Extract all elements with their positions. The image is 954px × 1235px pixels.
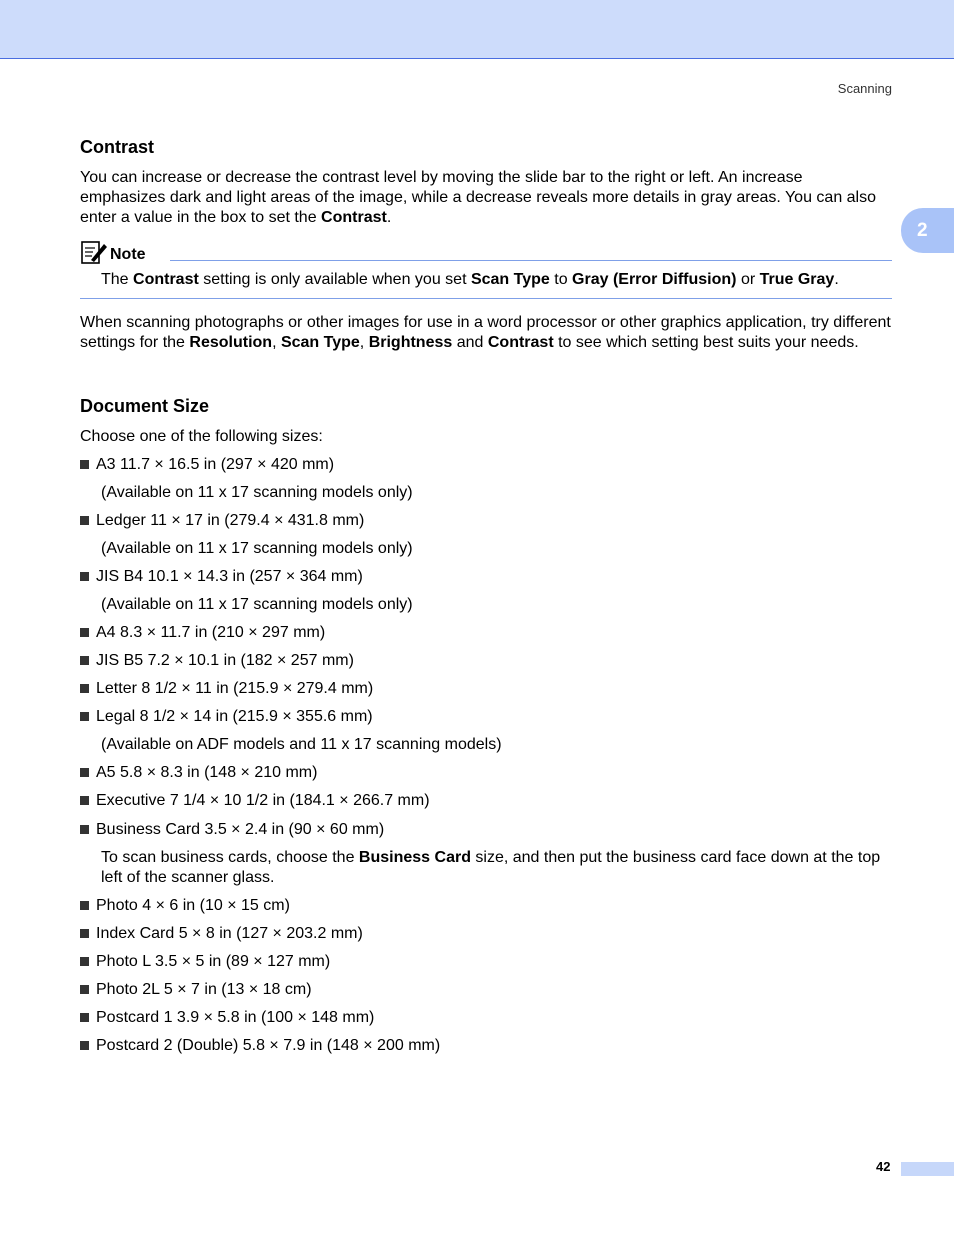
contrast-heading: Contrast [80, 137, 155, 157]
bullet-icon [80, 684, 89, 693]
note-pencil-icon [81, 240, 108, 265]
contrast-tip-paragraph: When scanning photographs or other images for use in a word processor or other graphics application, try different settings for the Resolution, Scan Type, Brightness and Contrast to see which setting best suits your needs. [80, 314, 891, 351]
chapter-number: 2 [917, 219, 928, 241]
bullet-icon [80, 628, 89, 637]
page-number: 42 [876, 1159, 891, 1174]
note-divider-bottom [80, 298, 892, 299]
bullet-icon [80, 796, 89, 805]
bullet-icon [80, 768, 89, 777]
bullet-icon [80, 901, 89, 910]
list-item: A4 8.3 × 11.7 in (210 × 297 mm) [75, 623, 887, 643]
list-item: Business Card 3.5 × 2.4 in (90 × 60 mm) [75, 820, 887, 840]
list-item: Letter 8 1/2 × 11 in (215.9 × 279.4 mm) [75, 679, 887, 699]
list-item: A5 5.8 × 8.3 in (148 × 210 mm) [75, 763, 887, 783]
list-item-note: (Available on ADF models and 11 x 17 scanning models) [101, 736, 502, 753]
list-item: Photo L 3.5 × 5 in (89 × 127 mm) [75, 952, 887, 972]
list-item: Legal 8 1/2 × 14 in (215.9 × 355.6 mm) [75, 707, 887, 727]
header-band [0, 0, 954, 59]
list-item: Executive 7 1/4 × 10 1/2 in (184.1 × 266.7 mm) [75, 791, 887, 811]
bullet-icon [80, 1013, 89, 1022]
note-divider-top [170, 260, 892, 261]
list-item: JIS B4 10.1 × 14.3 in (257 × 364 mm) [75, 567, 887, 587]
chapter-tab [901, 208, 954, 253]
list-item: Photo 2L 5 × 7 in (13 × 18 cm) [75, 980, 887, 1000]
document-size-intro: Choose one of the following sizes: [80, 428, 323, 445]
contrast-paragraph: You can increase or decrease the contrast level by moving the slide bar to the right or left. An increase emphasizes dark and light areas of the image, while a decrease reveals more details in gray areas. You can also enter a value in the box to set the Contrast. [80, 169, 877, 226]
document-size-heading: Document Size [80, 396, 210, 416]
list-item: Ledger 11 × 17 in (279.4 × 431.8 mm) [75, 511, 887, 531]
list-item: Postcard 2 (Double) 5.8 × 7.9 in (148 × 200 mm) [75, 1036, 887, 1056]
bullet-icon [80, 460, 89, 469]
bullet-icon [80, 985, 89, 994]
bullet-icon [80, 929, 89, 938]
list-item: Photo 4 × 6 in (10 × 15 cm) [75, 896, 887, 916]
bullet-icon [80, 656, 89, 665]
bullet-icon [80, 572, 89, 581]
list-item-note: (Available on 11 x 17 scanning models only) [101, 540, 413, 557]
note-label: Note [110, 246, 146, 263]
bullet-icon [80, 825, 89, 834]
bullet-icon [80, 516, 89, 525]
bullet-icon [80, 712, 89, 721]
list-item: A3 11.7 × 16.5 in (297 × 420 mm) [75, 455, 887, 475]
running-header: Scanning [837, 81, 892, 96]
bullet-icon [80, 957, 89, 966]
list-item: JIS B5 7.2 × 10.1 in (182 × 257 mm) [75, 651, 887, 671]
list-item-note: To scan business cards, choose the Business Card size, and then put the business card face down at the top left of the scanner glass. [101, 849, 881, 886]
bullet-icon [80, 1041, 89, 1050]
list-item-note: (Available on 11 x 17 scanning models only) [101, 596, 413, 613]
list-item-note: (Available on 11 x 17 scanning models only) [101, 484, 413, 501]
note-text: The Contrast setting is only available when you set Scan Type to Gray (Error Diffusion) or True Gray. [101, 271, 839, 288]
list-item: Postcard 1 3.9 × 5.8 in (100 × 148 mm) [75, 1008, 887, 1028]
list-item: Index Card 5 × 8 in (127 × 203.2 mm) [75, 924, 887, 944]
footer-bar [901, 1162, 954, 1176]
